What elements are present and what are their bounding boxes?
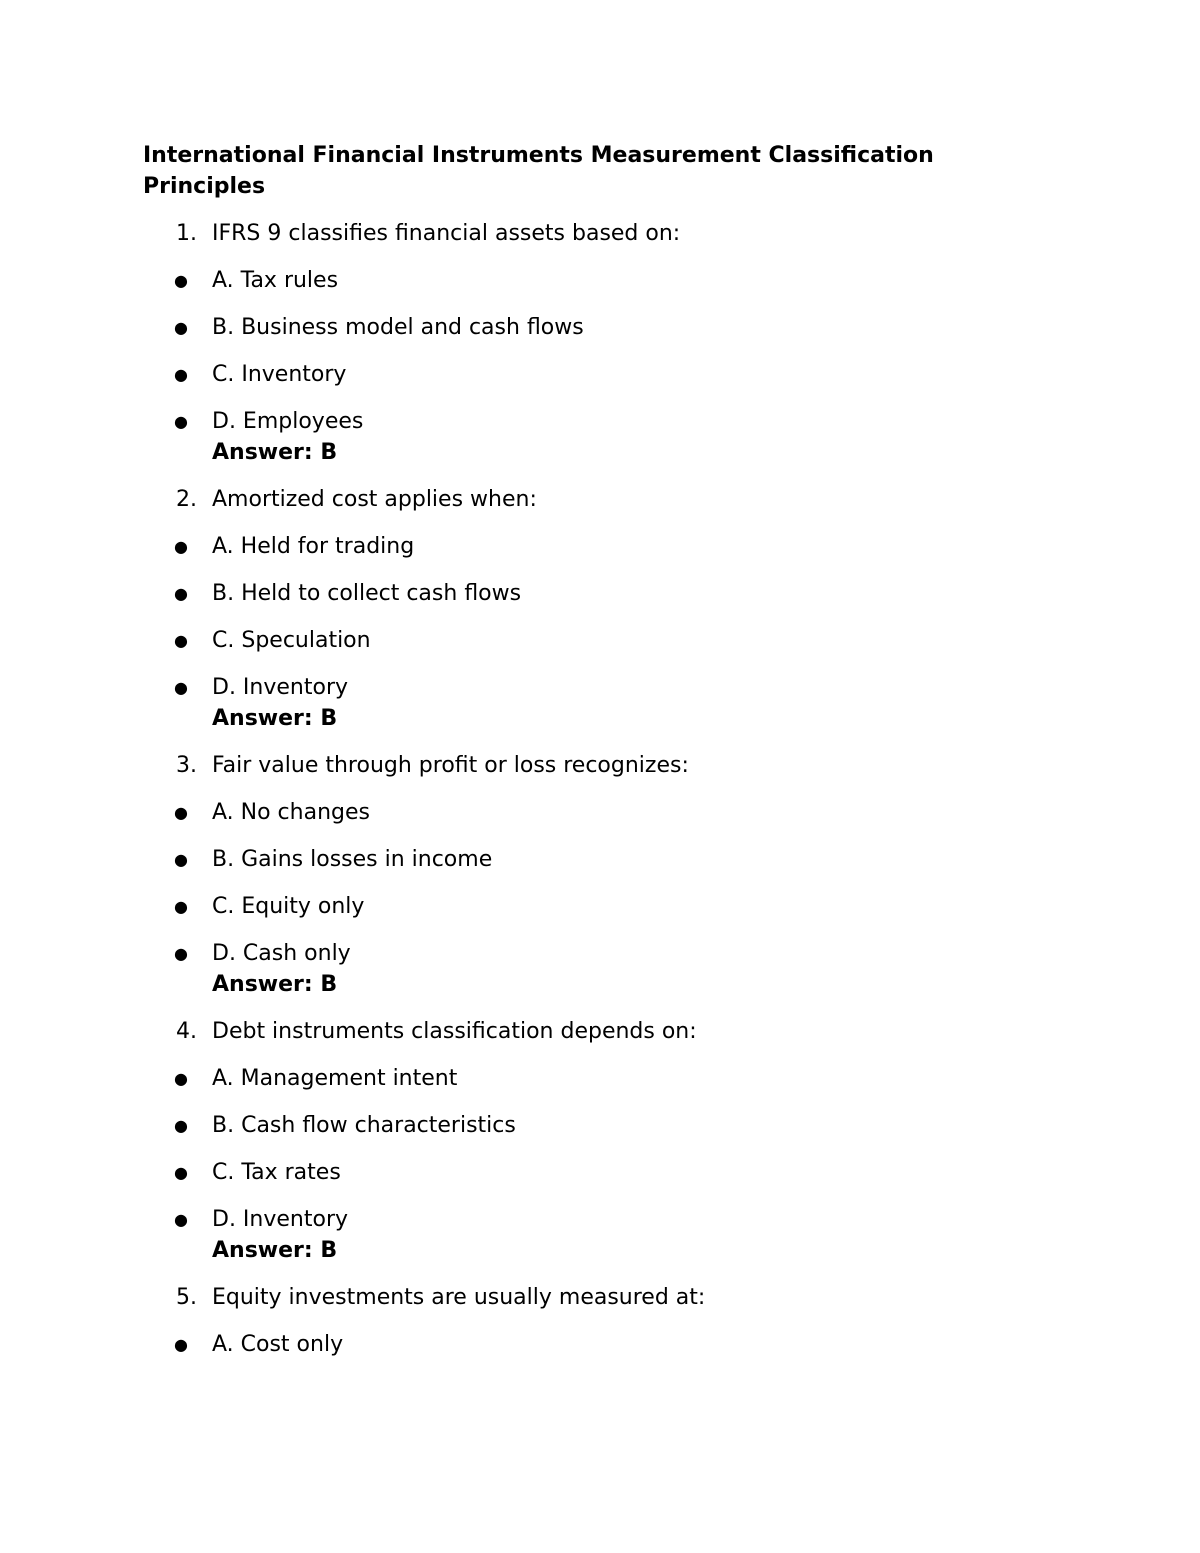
option [143,265,1043,296]
answer: Answer: B [212,706,338,731]
option-text: D. Cash only [212,941,351,966]
question-2 [143,484,1043,515]
bullet-icon: ● [174,537,188,556]
question-text: Equity investments are usually measured at: [212,1285,706,1310]
option [143,672,1043,703]
question-4 [143,1016,1043,1047]
option-text: B. Gains losses in income [212,847,493,872]
bullet-icon: ● [174,1335,188,1354]
option-text: A. Management intent [212,1066,458,1091]
bullet-icon: ● [174,678,188,697]
answer: Answer: B [212,440,338,465]
option-text: A. Cost only [212,1332,344,1357]
bullet-icon: ● [174,1163,188,1182]
option [143,406,1043,437]
document-page [143,140,1043,1376]
option-text: A. Tax rules [212,268,339,293]
question-text: Fair value through profit or loss recognizes: [212,753,689,778]
question-number: 1. [176,221,197,246]
option [143,1110,1043,1141]
question-number: 4. [176,1019,197,1044]
option [143,891,1043,922]
question-text: Debt instruments classification depends on: [212,1019,697,1044]
question-number: 3. [176,753,197,778]
question-number: 5. [176,1285,197,1310]
option-text: C. Speculation [212,628,371,653]
bullet-icon: ● [174,584,188,603]
option-text: A. Held for trading [212,534,415,559]
bullet-icon: ● [174,944,188,963]
bullet-icon: ● [174,318,188,337]
option [143,1063,1043,1094]
option-text: C. Tax rates [212,1160,341,1185]
option [143,797,1043,828]
option-text: D. Employees [212,409,364,434]
bullet-icon: ● [174,1116,188,1135]
option [143,312,1043,343]
bullet-icon: ● [174,412,188,431]
option [143,1329,1043,1360]
answer: Answer: B [212,972,338,997]
bullet-icon: ● [174,1069,188,1088]
question-5 [143,1282,1043,1313]
option-text: B. Held to collect cash flows [212,581,522,606]
option-text: D. Inventory [212,1207,349,1232]
bullet-icon: ● [174,803,188,822]
document-title: International Financial Instruments Measurement Classification Principles [143,143,934,199]
option-text: C. Inventory [212,362,347,387]
option-text: D. Inventory [212,675,349,700]
option [143,938,1043,969]
option [143,1157,1043,1188]
option-text: B. Business model and cash flows [212,315,584,340]
bullet-icon: ● [174,271,188,290]
question-3 [143,750,1043,781]
option [143,1204,1043,1235]
bullet-icon: ● [174,365,188,384]
option-text: C. Equity only [212,894,365,919]
question-number: 2. [176,487,197,512]
bullet-icon: ● [174,897,188,916]
option [143,625,1043,656]
option-text: A. No changes [212,800,370,825]
bullet-icon: ● [174,1210,188,1229]
answer: Answer: B [212,1238,338,1263]
option [143,359,1043,390]
question-text: Amortized cost applies when: [212,487,537,512]
option [143,578,1043,609]
option [143,844,1043,875]
bullet-icon: ● [174,850,188,869]
option [143,531,1043,562]
question-1 [143,218,1043,249]
bullet-icon: ● [174,631,188,650]
option-text: B. Cash flow characteristics [212,1113,516,1138]
question-text: IFRS 9 classifies financial assets based on: [212,221,681,246]
